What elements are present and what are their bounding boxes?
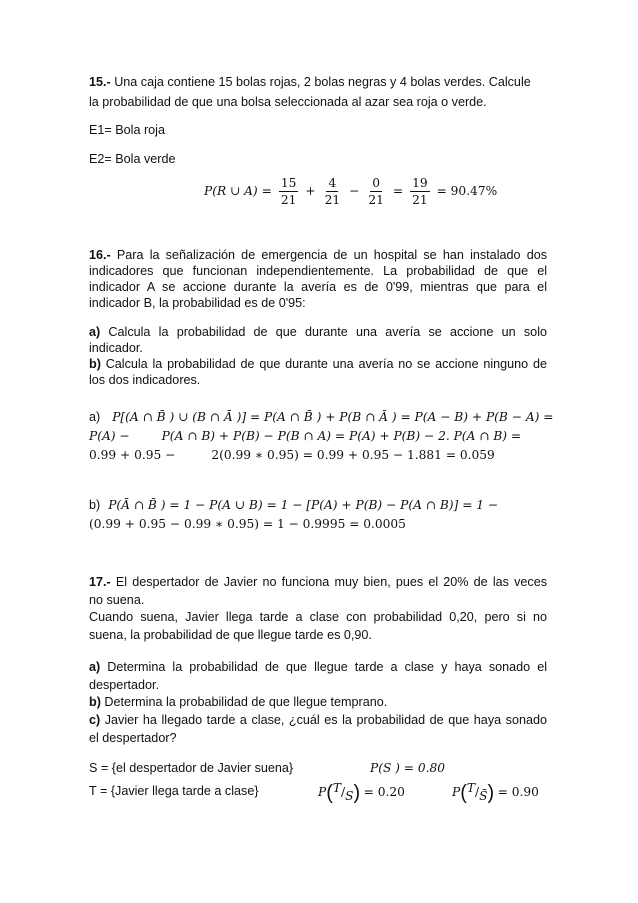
p17-question-a-line-1 xyxy=(89,659,547,675)
p16-sol-a-math-2a: P(A) − xyxy=(89,429,130,443)
p16-a-label: a) xyxy=(89,325,101,339)
p17-b-text-1: Determina la probabilidad de que llegue temprano. xyxy=(100,695,388,709)
p15-formula xyxy=(204,168,501,214)
p15-formula-result: = 90.47% xyxy=(436,184,498,198)
p17-pts-value: = 0.20 xyxy=(363,785,405,799)
p17-question-c-line-2: el despertador? xyxy=(89,731,177,745)
p17-line-1 xyxy=(89,574,547,590)
p15-event-e1: E1= Bola roja xyxy=(89,123,165,137)
p16-solution-b-line-1 xyxy=(89,497,547,513)
p16-a-text-1: Calcula la probabilidad de que durante una avería se accione un solo xyxy=(100,325,547,339)
p17-text-1: El despertador de Javier no funciona muy bien, pues el 20% de las veces xyxy=(110,575,547,589)
p15-formula-eq1: = xyxy=(261,184,272,198)
p17-prob-s: P(S ) = 0.80 xyxy=(370,761,446,775)
p17-pts-p: P xyxy=(318,785,327,799)
p16-question-a-line-1 xyxy=(89,324,547,340)
p17-def-t: T = {Javier llega tarde a clase} xyxy=(89,784,259,798)
p15-line-2: la probabilidad de que una bolsa seleccionada al azar sea roja o verde. xyxy=(89,95,487,109)
p15-fraction-4: $\frac{19}{21}$ xyxy=(412,175,428,207)
p15-formula-plus: + xyxy=(305,184,316,198)
p17-c-label: c) xyxy=(89,713,101,727)
p17-pts-t: T xyxy=(332,781,342,795)
p16-sol-b-math-2: (0.99 + 0.95 − 0.99 ∗ 0.95) = 1 − 0.9995 = 0.0005 xyxy=(89,517,406,531)
p16-sol-b-label: b) xyxy=(89,498,101,512)
p16-sol-a-math-3a: 0.99 + 0.95 − xyxy=(89,448,176,462)
p16-b-text-1: Calcula la probabilidad de que durante una avería no se accione ninguno de xyxy=(100,357,547,371)
p15-formula-lhs: P(R ∪ A) xyxy=(204,184,258,198)
p16-line-3: indicador A se accione durante la avería es de 0'99, mientras que para el xyxy=(89,280,547,294)
p16-sol-a-label: a) xyxy=(89,410,101,424)
p17-b-label: b) xyxy=(89,695,101,709)
p17-line-4: suena, la probabilidad de que llegue tarde es 0,90. xyxy=(89,628,372,642)
p17-a-text-1: Determina la probabilidad de que llegue tarde a clase y haya sonado el xyxy=(100,660,547,674)
p17-c-text-1: Javier ha llegado tarde a clase, ¿cuál es la probabilidad de que haya sonado xyxy=(100,713,547,727)
p17-a-label: a) xyxy=(89,660,101,674)
p17-ptsbar-p: P xyxy=(452,785,461,799)
p15-fraction-3: $\frac{0}{21}$ xyxy=(368,175,384,207)
p16-line-4: indicador B, la probabilidad es de 0'95: xyxy=(89,296,306,310)
p15-fraction-1: $\frac{15}{21}$ xyxy=(280,175,297,207)
p17-number: 17.- xyxy=(89,575,111,589)
p15-event-e2: E2= Bola verde xyxy=(89,152,176,166)
p16-text-1: Para la señalización de emergencia de un hospital se han instalado dos xyxy=(110,248,547,262)
p16-solution-a-line-2 xyxy=(89,428,547,444)
p16-solution-a-line-1 xyxy=(89,409,554,425)
p16-question-b-line-2: los dos indicadores. xyxy=(89,373,201,387)
p16-question-b-line-1 xyxy=(89,356,547,372)
p16-line-1 xyxy=(89,247,547,263)
p17-ptsbar-value: = 0.90 xyxy=(497,785,539,799)
p15-formula-eq2: = xyxy=(392,184,404,198)
p17-question-c-line-1 xyxy=(89,712,547,728)
p16-sol-b-math-1: P(Ā ∩ B̄ ) = 1 − P(A ∪ B) = 1 − [P(A) + P(B) − P(A ∩ B)] = 1 − xyxy=(108,498,499,512)
p17-line-2: no suena. xyxy=(89,593,145,607)
p16-line-2: indicadores que funcionan independientemente. La probabilidad de que el xyxy=(89,264,547,278)
p16-number: 16.- xyxy=(89,248,111,262)
p16-b-label: b) xyxy=(89,357,101,371)
p16-sol-a-math-3b: 2(0.99 ∗ 0.95) = 0.99 + 0.95 − 1.881 = 0.059 xyxy=(211,448,495,462)
p15-number: 15.- xyxy=(89,75,111,89)
p17-pts-s: S xyxy=(345,789,354,803)
p15-line-1 xyxy=(89,74,547,90)
p15-text-1: Una caja contiene 15 bolas rojas, 2 bolas negras y 4 bolas verdes. Calcule xyxy=(110,75,531,89)
p17-ptsbar-t: T xyxy=(466,781,476,795)
p17-def-s: S = {el despertador de Javier suena} xyxy=(89,761,294,775)
p16-solution-a-line-3 xyxy=(89,447,547,463)
p15-formula-minus: − xyxy=(349,184,360,198)
p16-solution-b-line-2 xyxy=(89,516,547,532)
p17-ptsbar-sbar: S̄ xyxy=(479,789,488,803)
p16-question-a-line-2: indicador. xyxy=(89,341,143,355)
p16-sol-a-math-2b: P(A ∩ B) + P(B) − P(B ∩ A) = P(A) + P(B) − 2. P(A ∩ B) = xyxy=(161,429,522,443)
p15-fraction-2: $\frac{4}{21}$ xyxy=(324,175,341,207)
p17-line-3: Cuando suena, Javier llega tarde a clase con probabilidad 0,20, pero si no xyxy=(89,610,547,624)
p17-prob-t-given-s: P(T/S) = 0.20 xyxy=(318,781,405,804)
p17-question-a-line-2: despertador. xyxy=(89,678,160,692)
p17-question-b-line-1 xyxy=(89,694,547,710)
p16-sol-a-math-1: P[(A ∩ B̄ ) ∪ (B ∩ Ā )] = P(A ∩ B̄ ) + P(B ∩ Ā ) = P(A − B) + P(B − A) = xyxy=(112,410,554,424)
p17-prob-t-given-sbar: P(T/S̄) = 0.90 xyxy=(452,781,539,804)
